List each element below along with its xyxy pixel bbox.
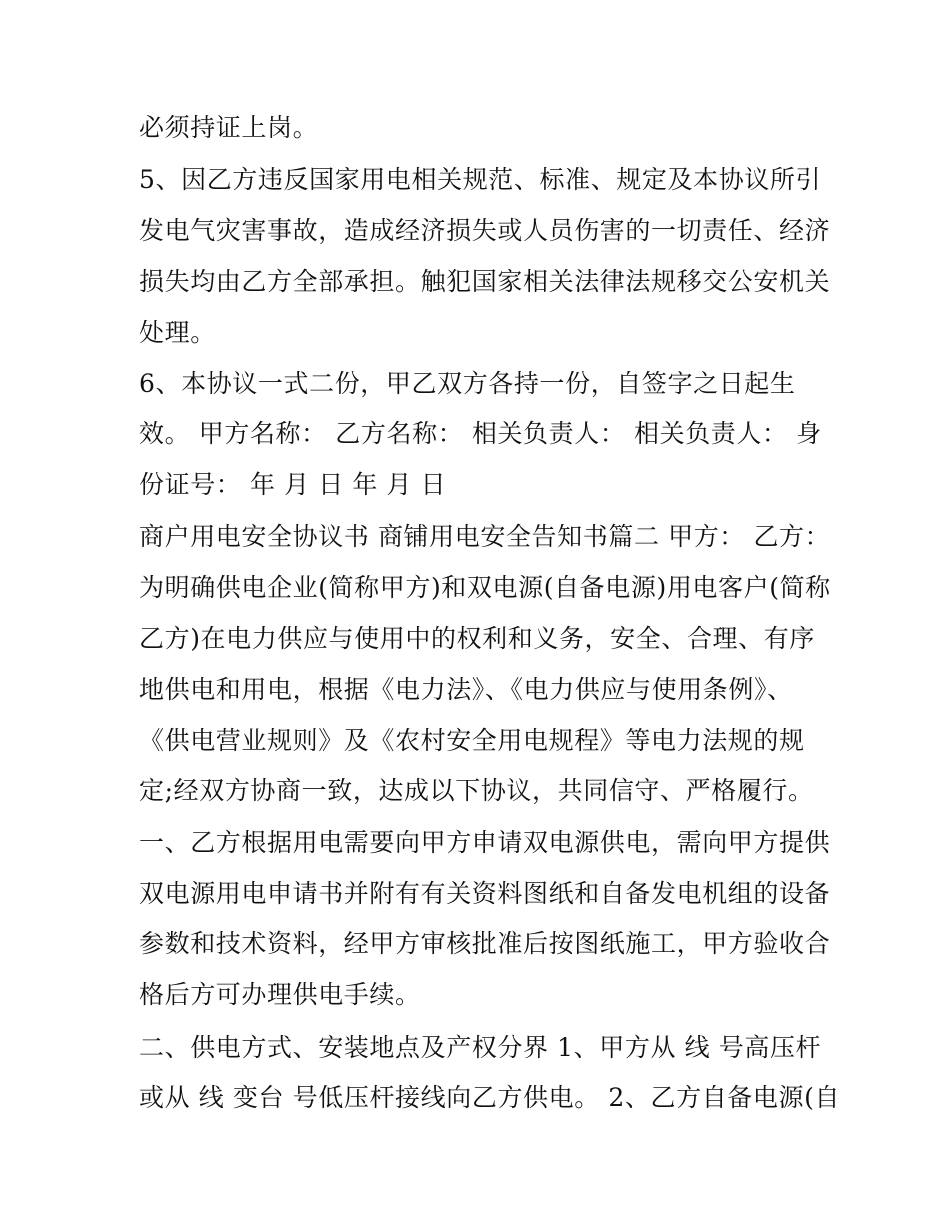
text-line: 或从 线 变台 号低压杆接线向乙方供电。 2、乙方自备电源(自 <box>139 1083 841 1112</box>
text-line: 5、因乙方违反国家用电相关规范、标准、规定及本协议所引 <box>139 165 822 194</box>
text-line: 损失均由乙方全部承担。触犯国家相关法律法规移交公安机关 <box>139 267 831 296</box>
text-line: 一、乙方根据用电需要向甲方申请双电源供电，需向甲方提供 <box>139 828 831 857</box>
text-line: 参数和技术资料，经甲方审核批准后按图纸施工，甲方验收合 <box>139 929 831 958</box>
text-line: 发电气灾害事故，造成经济损失或人员伤害的一切责任、经济 <box>139 216 831 245</box>
text-line: 双电源用电申请书并附有有关资料图纸和自备发电机组的设备 <box>139 879 831 908</box>
text-line: 必须持证上岗。 <box>139 113 319 142</box>
text-line: 6、本协议一式二份，甲乙双方各持一份，自签字之日起生 <box>139 369 796 398</box>
text-line: 为明确供电企业(简称甲方)和双电源(自备电源)用电客户(简称 <box>139 573 831 602</box>
text-line: 定;经双方协商一致，达成以下协议，共同信守、严格履行。 <box>139 776 814 805</box>
text-line: 商户用电安全协议书 商铺用电安全告知书篇二 甲方： 乙方： <box>139 522 831 551</box>
text-line: 乙方)在电力供应与使用中的权利和义务，安全、合理、有序 <box>139 624 815 653</box>
text-line: 二、供电方式、安装地点及产权分界 1、甲方从 线 号高压杆 <box>139 1033 822 1062</box>
text-line: 效。 甲方名称： 乙方名称： 相关负责人： 相关负责人： 身 <box>139 419 822 448</box>
text-line: 《供电营业规则》及《农村安全用电规程》等电力法规的规 <box>139 726 805 755</box>
text-line: 处理。 <box>139 318 216 347</box>
text-line: 地供电和用电，根据《电力法》、《电力供应与使用条例》、 <box>139 675 793 704</box>
text-line: 份证号： 年 月 日 年 月 日 <box>139 470 447 499</box>
text-line: 格后方可办理供电手续。 <box>139 980 421 1009</box>
